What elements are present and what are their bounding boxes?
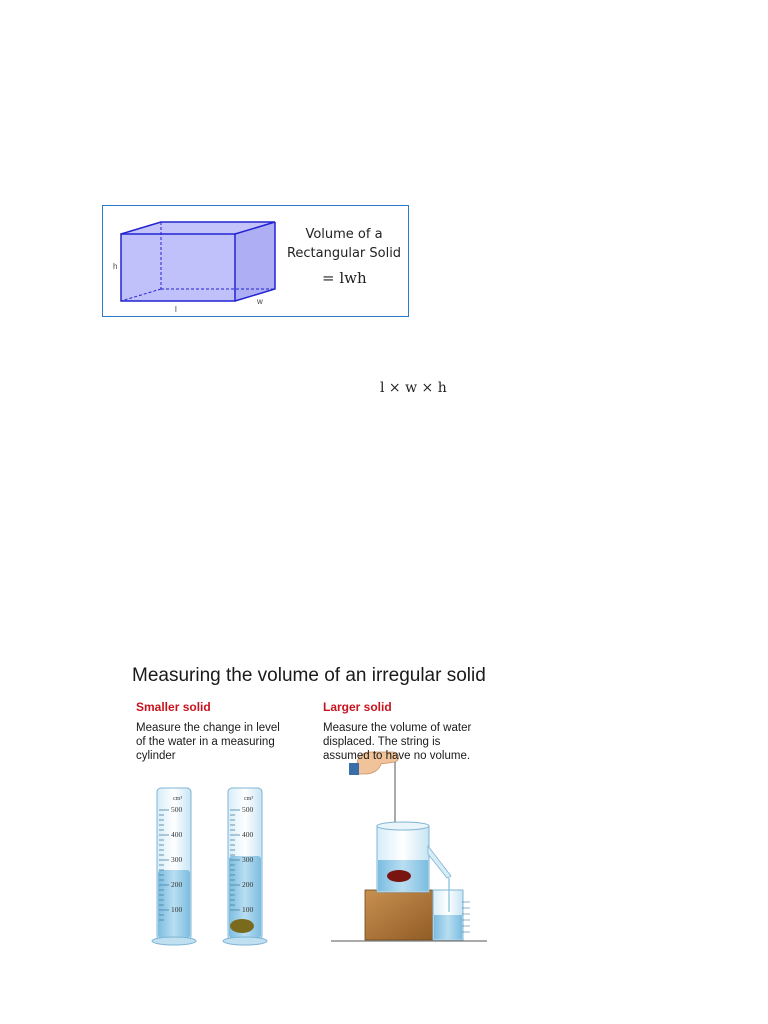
larger-solid-desc-3: assumed to have no volume. — [323, 750, 471, 762]
measuring-cylinder-1 — [152, 788, 196, 945]
cylinder1-tick-100: 100 — [171, 905, 183, 914]
sleeve — [349, 763, 359, 775]
larger-solid-heading: Larger solid — [323, 700, 392, 714]
cylinder1-tick-300: 300 — [171, 855, 183, 864]
cylinder2-unit: cm³ — [244, 796, 254, 802]
cylinder1-tick-400: 400 — [171, 830, 183, 839]
length-label: l — [175, 305, 177, 314]
smaller-solid-desc-3: cylinder — [136, 750, 176, 762]
cylinder2-tick-400: 400 — [242, 830, 254, 839]
smaller-solid-desc-1: Measure the change in level — [136, 722, 280, 734]
smaller-solid-desc-2: of the water in a measuring — [136, 736, 275, 748]
figure1-title-line2: Rectangular Solid — [286, 246, 402, 261]
width-label: w — [257, 297, 263, 306]
larger-solid-desc-2: displaced. The string is — [323, 736, 441, 748]
rectangular-solid-figure — [102, 205, 409, 317]
irregular-solid-figure — [95, 650, 527, 960]
larger-solid-desc-1: Measure the volume of water — [323, 722, 472, 734]
cylinder2-tick-300: 300 — [242, 855, 254, 864]
cylinder1-tick-200: 200 — [171, 880, 183, 889]
cylinder2-tick-500: 500 — [242, 805, 254, 814]
small-solid-object — [230, 919, 254, 933]
cylinder2-tick-200: 200 — [242, 880, 254, 889]
smaller-solid-heading: Smaller solid — [136, 700, 211, 714]
volume-formula: l × w × h — [380, 380, 447, 396]
figure1-title-line1: Volume of a — [305, 227, 383, 242]
height-label: h — [113, 262, 118, 271]
cylinder1-unit: cm³ — [173, 796, 183, 802]
cylinder1-tick-500: 500 — [171, 805, 183, 814]
wooden-block — [365, 890, 439, 940]
large-solid-object — [387, 870, 411, 882]
figure2-title: Measuring the volume of an irregular solid — [132, 665, 486, 686]
displacement-apparatus — [331, 752, 487, 941]
irregular-solid-diagram — [95, 650, 527, 960]
figure1-formula: = lwh — [322, 269, 367, 287]
spout — [428, 846, 451, 878]
cylinder2-tick-100: 100 — [242, 905, 254, 914]
measuring-cylinder-2 — [223, 788, 267, 945]
